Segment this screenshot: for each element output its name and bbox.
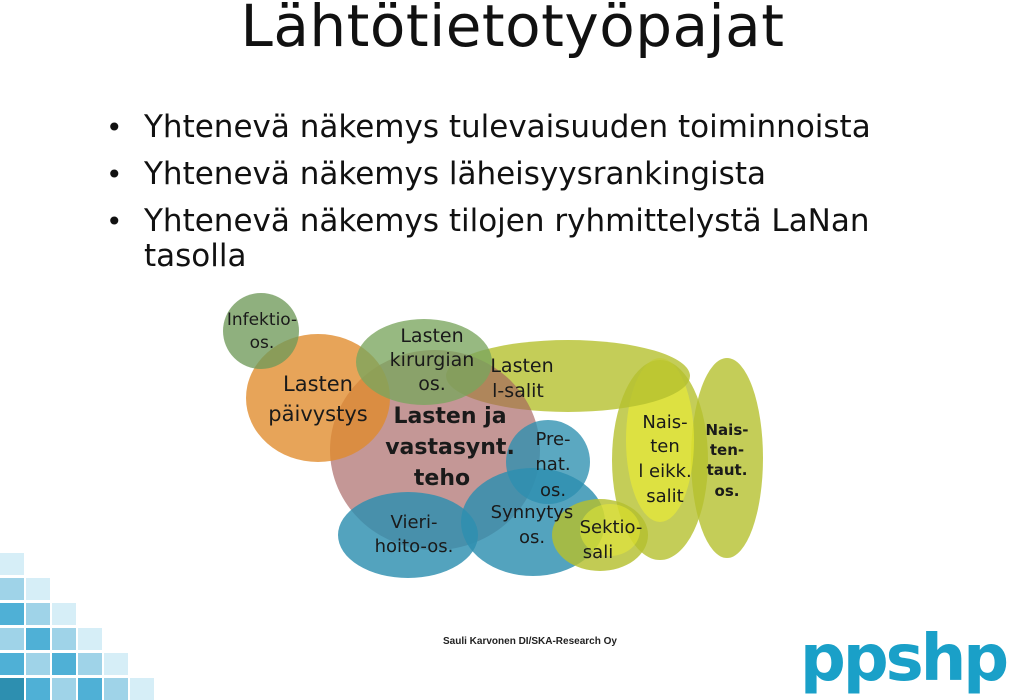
- slide-title: Lähtötietotyöpajat: [240, 0, 785, 60]
- decor-tile: [26, 628, 50, 650]
- decor-tile: [78, 653, 102, 675]
- label-naistentaut: Nais-ten-taut. os.: [705, 421, 749, 500]
- decor-tile: [0, 553, 24, 575]
- bullet-text: Yhtenevä näkemys tulevaisuuden toiminnoista: [144, 109, 871, 145]
- label-naistenleikk: Nais-ten l eikk. salit: [638, 412, 692, 507]
- decor-tile: [52, 603, 76, 625]
- decor-tile: [0, 603, 24, 625]
- label-sektio: Sektio-sali: [579, 517, 643, 563]
- ppshp-logo: ppshp: [800, 622, 1007, 696]
- bullet-text: Yhtenevä näkemys läheisyysrankingista: [144, 156, 766, 192]
- label-paivystys: Lasten päivystys: [268, 372, 368, 426]
- bullet-text-continuation: tasolla: [144, 238, 247, 274]
- decor-tile: [52, 678, 76, 700]
- label-synnytys: Synnytys os.: [490, 502, 574, 548]
- decor-tile: [26, 678, 50, 700]
- bullet-dot-icon: •: [106, 111, 123, 144]
- decor-tile: [78, 678, 102, 700]
- footer-credit: Sauli Karvonen DI/SKA-Research Oy: [443, 636, 617, 647]
- label-prenat: Pre-nat. os.: [535, 429, 571, 501]
- decor-tile: [130, 678, 154, 700]
- bullet-text: Yhtenevä näkemys tilojen ryhmittelystä LaNan: [144, 203, 870, 239]
- label-teho: Lasten ja vastasynt. teho: [385, 404, 515, 491]
- bullet-dot-icon: •: [106, 205, 123, 238]
- label-lsalit: Lasten l-salit: [490, 355, 554, 402]
- label-vierihoito: Vieri-hoito-os.: [374, 512, 454, 557]
- label-infektio: Infektio-os.: [226, 310, 298, 353]
- shape-vierihoito: [338, 492, 478, 578]
- decor-tile: [52, 653, 76, 675]
- decor-tile: [104, 653, 128, 675]
- decor-tile: [0, 653, 24, 675]
- decor-tile: [26, 653, 50, 675]
- shape-infektio: [223, 293, 299, 369]
- decor-tile: [0, 578, 24, 600]
- decor-tile: [0, 678, 24, 700]
- label-kirurgian: Lasten kirurgian os.: [389, 325, 475, 395]
- bullet-dot-icon: •: [106, 158, 123, 191]
- decor-tile: [0, 628, 24, 650]
- decor-tile: [52, 628, 76, 650]
- decor-tile: [78, 628, 102, 650]
- decor-tile: [26, 603, 50, 625]
- decor-tile: [104, 678, 128, 700]
- decor-tile: [26, 578, 50, 600]
